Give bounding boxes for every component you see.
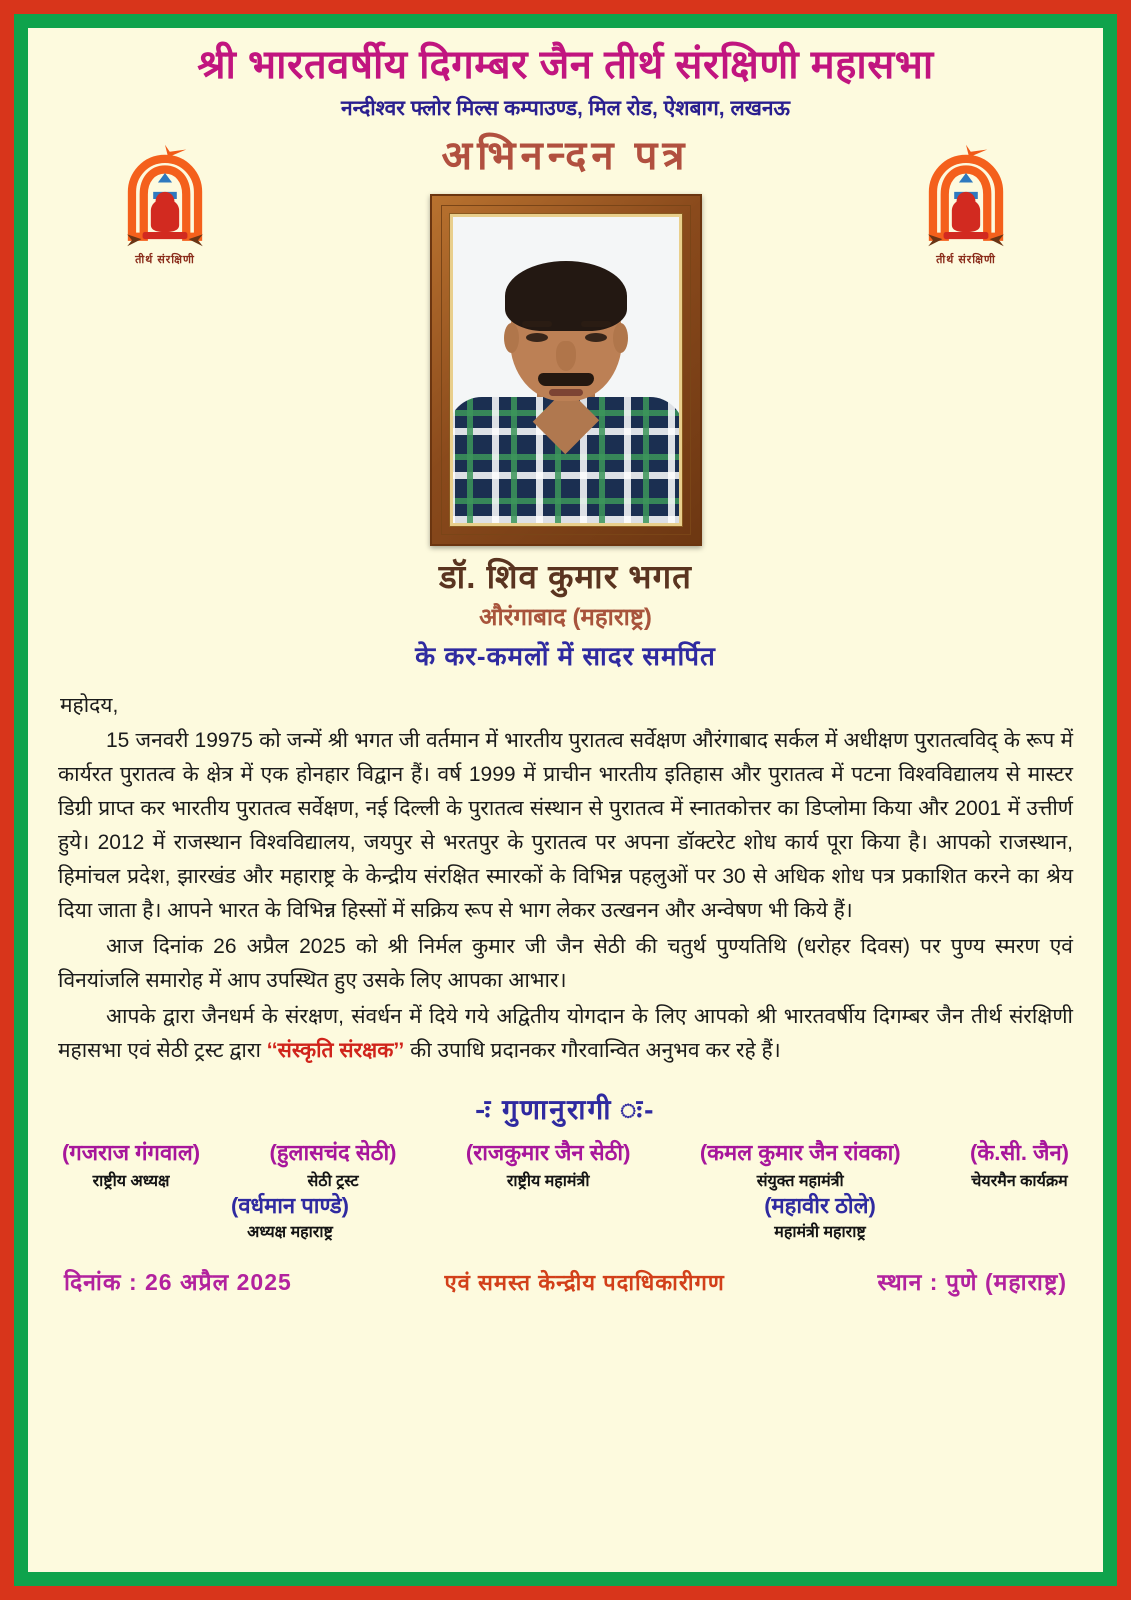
portrait-moustache: [538, 373, 594, 386]
signatory-block: [700, 1140, 901, 1191]
signatories-row-secondary: [58, 1193, 1073, 1261]
organization-address: नन्दीश्वर फ्लोर मिल्स कम्पाउण्ड, मिल रोड, ऐशबाग, लखनऊ: [340, 97, 791, 120]
photo-frame: [430, 194, 702, 546]
signatory-role: राष्ट्रीय अध्यक्ष: [92, 1172, 170, 1190]
signatory-block: [466, 1140, 631, 1191]
signatory-role: चेयरमैन कार्यक्रम: [971, 1172, 1068, 1190]
honoree-place: औरंगाबाद (महाराष्ट्र): [479, 604, 652, 632]
paragraph-3: [58, 1000, 1073, 1068]
portrait-ear-left: [504, 323, 519, 353]
page-title: अभिनन्दन पत्र: [441, 134, 690, 179]
logo-caption: तीर्थ संरक्षिणी: [135, 254, 195, 266]
jain-tirth-sanrakshini-logo-left: [106, 140, 224, 280]
temple-arch-icon: [106, 140, 224, 258]
signatory-block: [764, 1193, 876, 1243]
certificate-content: [28, 28, 1103, 1572]
signatory-role: महामंत्री महाराष्ट्र: [774, 1224, 866, 1242]
portrait-nose: [556, 341, 576, 371]
signatories-row-primary: [58, 1140, 1073, 1191]
signatory-block: [970, 1140, 1069, 1191]
dedication-block: [58, 558, 1073, 671]
paragraph-3-after: की उपाधि प्रदानकर गौरवान्वित अनुभव कर रहे हैं।: [404, 1039, 781, 1063]
signatory-role: राष्ट्रीय महामंत्री: [506, 1172, 590, 1190]
footer-date: दिनांक : 26 अप्रैल 2025: [64, 1268, 292, 1295]
portrait-mouth: [549, 389, 583, 396]
organization-title: श्री भारतवर्षीय दिगम्बर जैन तीर्थ संरक्षिणी महासभा: [197, 43, 934, 87]
portrait-eyebrow-left: [522, 321, 552, 327]
signatory-name: (राजकुमार जैन सेठी): [465, 1140, 631, 1166]
signatory-role: संयुक्त महामंत्री: [756, 1172, 844, 1190]
logo-caption: तीर्थ संरक्षिणी: [936, 254, 996, 266]
honoree-name: डॉ. शिव कुमार भगत: [439, 558, 692, 596]
honoree-photo: [453, 217, 679, 523]
signatory-role: सेठी ट्रस्ट: [307, 1172, 359, 1190]
paragraph-1: 15 जनवरी 19975 को जन्में श्री भगत जी वर्तमान में भारतीय पुरातत्व सर्वेक्षण औरंगाबाद सर्कल में अधीक्षण पुरातत्वविद् के रूप में कार्यरत पुरातत्व के क्षेत्र में एक होनहार विद्वान हैं। वर्ष 1999 में प्राचीन भारतीय इतिहास और पुरातत्व में पटना विश्वविद्यालय से मास्टर डिग्री प्राप्त कर भारतीय पुरातत्व सर्वेक्षण, नई दिल्ली के पुरातत्व संस्थान से पुरातत्व में स्नातकोत्तर का डिप्लोमा किया और 2001 में उत्तीर्ण हुये। 2012 में राजस्थान विश्वविद्यालय, जयपुर से भरतपुर के पुरातत्व पर अपना डॉक्टरेट शोध कार्य पूरा किया है। आपको राजस्थान, हिमांचल प्रदेश, झारखंड और महाराष्ट्र के केन्द्रीय संरक्षित स्मारकों के विभिन्न पहलुओं पर 30 से अधिक शोध पत्र प्रकाशित करने का श्रेय दिया जाता है। आपने भारत के विभिन्न हिस्सों में सक्रिय रूप से भाग लेकर उत्खनन और अन्वेषण भी किये हैं।: [58, 729, 1073, 923]
signatory-name: (गजराज गंगवाल): [62, 1140, 201, 1166]
photo-frame-gold-liner: [449, 213, 683, 527]
footer-center-text: एवं समस्त केन्द्रीय पदाधिकारीगण: [444, 1269, 725, 1295]
photo-frame-bevel: [441, 205, 691, 535]
signatory-name: (महावीर ठोले): [764, 1192, 876, 1218]
signatory-block: [231, 1193, 349, 1243]
conferred-title-highlight: ‘‘संस्कृति संरक्षक’’: [266, 1039, 405, 1063]
signatory-name: (कमल कुमार जैन रांवका): [699, 1140, 901, 1166]
jain-tirth-sanrakshini-logo-right: [907, 140, 1025, 280]
portrait-eyebrow-right: [581, 321, 611, 327]
body-text: [58, 690, 1073, 1069]
temple-arch-icon: [907, 140, 1025, 258]
footer-place: स्थान : पुणे (महाराष्ट्र): [877, 1268, 1067, 1295]
signatories-heading: -ः गुणानुरागी ः-: [475, 1094, 656, 1126]
portrait-ear-right: [613, 323, 628, 353]
salutation: महोदय,: [60, 693, 119, 717]
signatory-name: (के.सी. जैन): [970, 1140, 1069, 1166]
signatory-name: (हुलासचंद सेठी): [269, 1140, 397, 1166]
dedication-line: के कर-कमलों में सादर समर्पित: [415, 640, 716, 671]
paragraph-3-before: आपके द्वारा जैनधर्म के संरक्षण, संवर्धन में दिये गये अद्वितीय योगदान के लिए आपको श्री भारतवर्षीय दिगम्बर जैन तीर्थ संरक्षिणी महासभा एवं सेठी ट्रस्ट द्वारा: [58, 1005, 1073, 1063]
paragraph-2: आज दिनांक 26 अप्रैल 2025 को श्री निर्मल कुमार जी जैन सेठी की चतुर्थ पुण्यतिथि (धरोहर दिवस) पर पुण्य स्मरण एवं विनयांजलि समारोह में आप उपस्थित हुए उसके लिए आपका आभार।: [58, 935, 1073, 993]
signatory-name: (वर्धमान पाण्डे): [230, 1192, 350, 1218]
portrait-eye-left: [526, 333, 548, 342]
signatory-block: [270, 1140, 397, 1191]
footer: [58, 1265, 1073, 1297]
inner-green-border: [14, 14, 1117, 1586]
portrait-eye-right: [585, 333, 607, 342]
signatory-block: [62, 1140, 200, 1191]
signatory-role: अध्यक्ष महाराष्ट्र: [247, 1224, 333, 1242]
